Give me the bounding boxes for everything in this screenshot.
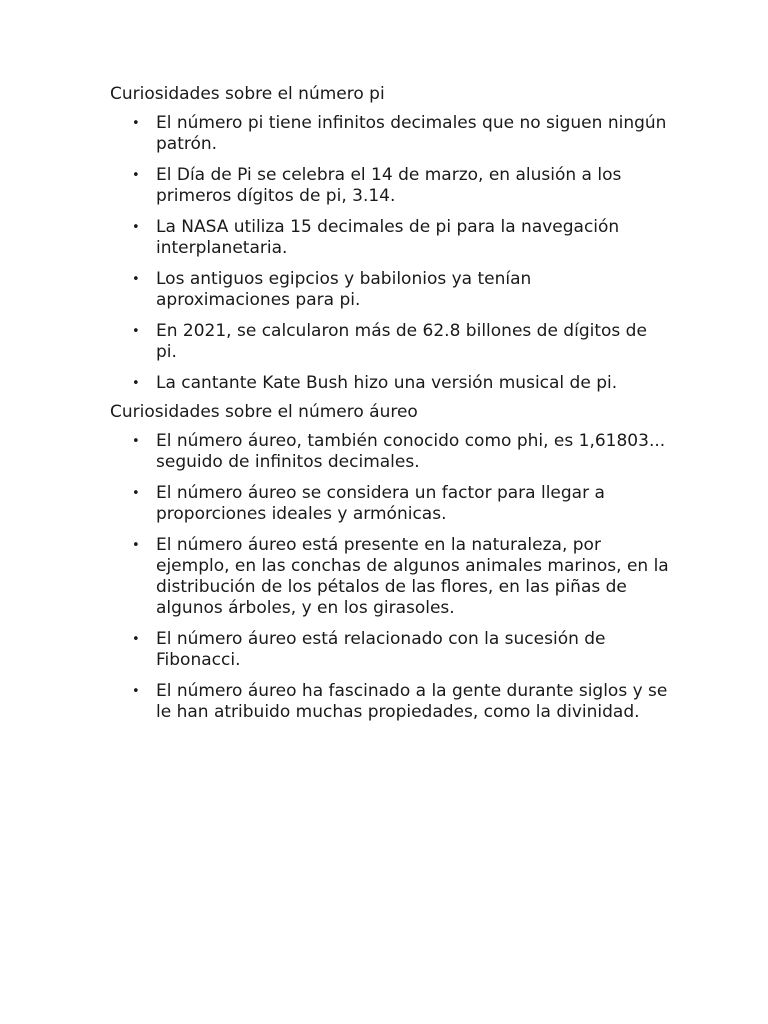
list-item-text: En 2021, se calcularon más de 62.8 billones de dígitos de pi. (156, 321, 647, 362)
bullet-icon: • (132, 434, 140, 449)
bullet-icon: • (132, 168, 140, 183)
list-item (110, 165, 670, 207)
bullet-icon: • (132, 220, 140, 235)
list-item (110, 113, 670, 155)
bullet-icon: • (132, 272, 140, 287)
document-page (110, 84, 670, 723)
section-heading-golden-ratio: Curiosidades sobre el número áureo (110, 402, 418, 422)
list-item (110, 321, 670, 363)
list-item (110, 629, 670, 671)
list-item (110, 535, 670, 619)
bullet-icon: • (132, 538, 140, 553)
bullet-icon: • (132, 684, 140, 699)
bullet-icon: • (132, 376, 140, 391)
list-item-text: El número áureo ha fascinado a la gente durante siglos y se le han atribuido muchas propiedades, como la divinidad. (156, 681, 668, 722)
section-heading-pi: Curiosidades sobre el número pi (110, 84, 385, 104)
bullet-icon: • (132, 324, 140, 339)
section-golden-ratio (110, 402, 670, 723)
list-item (110, 681, 670, 723)
list-item-text: El número áureo está presente en la naturaleza, por ejemplo, en las conchas de algunos animales marinos, en la distribución de los pétalos de las flores, en las piñas de algunos árboles, y en los girasoles. (156, 535, 669, 618)
list-item-text: El Día de Pi se celebra el 14 de marzo, en alusión a los primeros dígitos de pi, 3.14. (156, 165, 622, 206)
list-item-text: El número pi tiene infinitos decimales que no siguen ningún patrón. (156, 113, 667, 154)
list-item (110, 217, 670, 259)
list-item (110, 269, 670, 311)
section-pi (110, 84, 670, 394)
bullet-icon: • (132, 116, 140, 131)
bullet-list-golden-ratio (110, 431, 670, 723)
list-item-text: El número áureo, también conocido como phi, es 1,61803... seguido de infinitos decimales. (156, 431, 666, 472)
bullet-list-pi (110, 113, 670, 394)
list-item-text: El número áureo se considera un factor para llegar a proporciones ideales y armónicas. (156, 483, 605, 524)
list-item-text: La cantante Kate Bush hizo una versión musical de pi. (156, 373, 618, 393)
list-item-text: La NASA utiliza 15 decimales de pi para la navegación interplanetaria. (156, 217, 620, 258)
bullet-icon: • (132, 486, 140, 501)
list-item-text: Los antiguos egipcios y babilonios ya tenían aproximaciones para pi. (156, 269, 532, 310)
list-item (110, 483, 670, 525)
list-item (110, 431, 670, 473)
bullet-icon: • (132, 632, 140, 647)
list-item (110, 373, 670, 394)
list-item-text: El número áureo está relacionado con la sucesión de Fibonacci. (156, 629, 606, 670)
